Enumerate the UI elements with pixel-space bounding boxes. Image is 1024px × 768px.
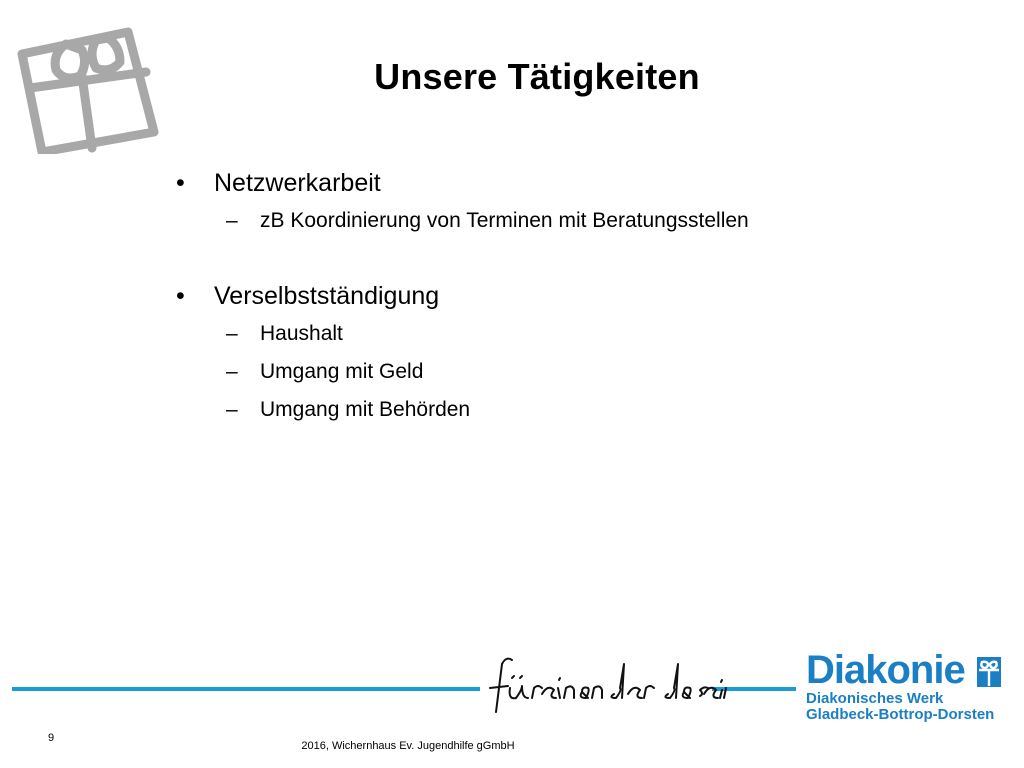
footer-text: 2016, Wichernhaus Ev. Jugendhilfe gGmbH [301,740,515,752]
signature-logo [478,650,728,720]
footer-divider-left [12,687,480,691]
sub-marker: – [226,209,238,232]
bullet-text: Verselbstständigung [214,282,440,310]
sub-marker: – [226,360,238,383]
sub-text: zB Koordinierung von Terminen mit Beratungsstellen [260,209,749,232]
sub-text: Haushalt [260,322,343,345]
sub-text: Umgang mit Behörden [260,398,471,421]
diakonie-cross-icon [976,656,1002,688]
diakonie-logo-line2: Gladbeck-Bottrop-Dorsten [806,706,995,723]
sub-marker: – [226,322,238,345]
sub-text: Umgang mit Geld [260,360,424,383]
diakonie-logo-line1: Diakonisches Werk [806,690,944,707]
sub-marker: – [226,398,238,421]
bullet-marker: • [176,282,185,310]
diakonie-logo-name: Diakonie [806,648,965,692]
slide-title: Unsere Tätigkeiten [374,56,700,97]
bullet-text: Netzwerkarbeit [214,169,381,197]
page-number: 9 [48,732,55,744]
bullet-marker: • [176,169,185,197]
